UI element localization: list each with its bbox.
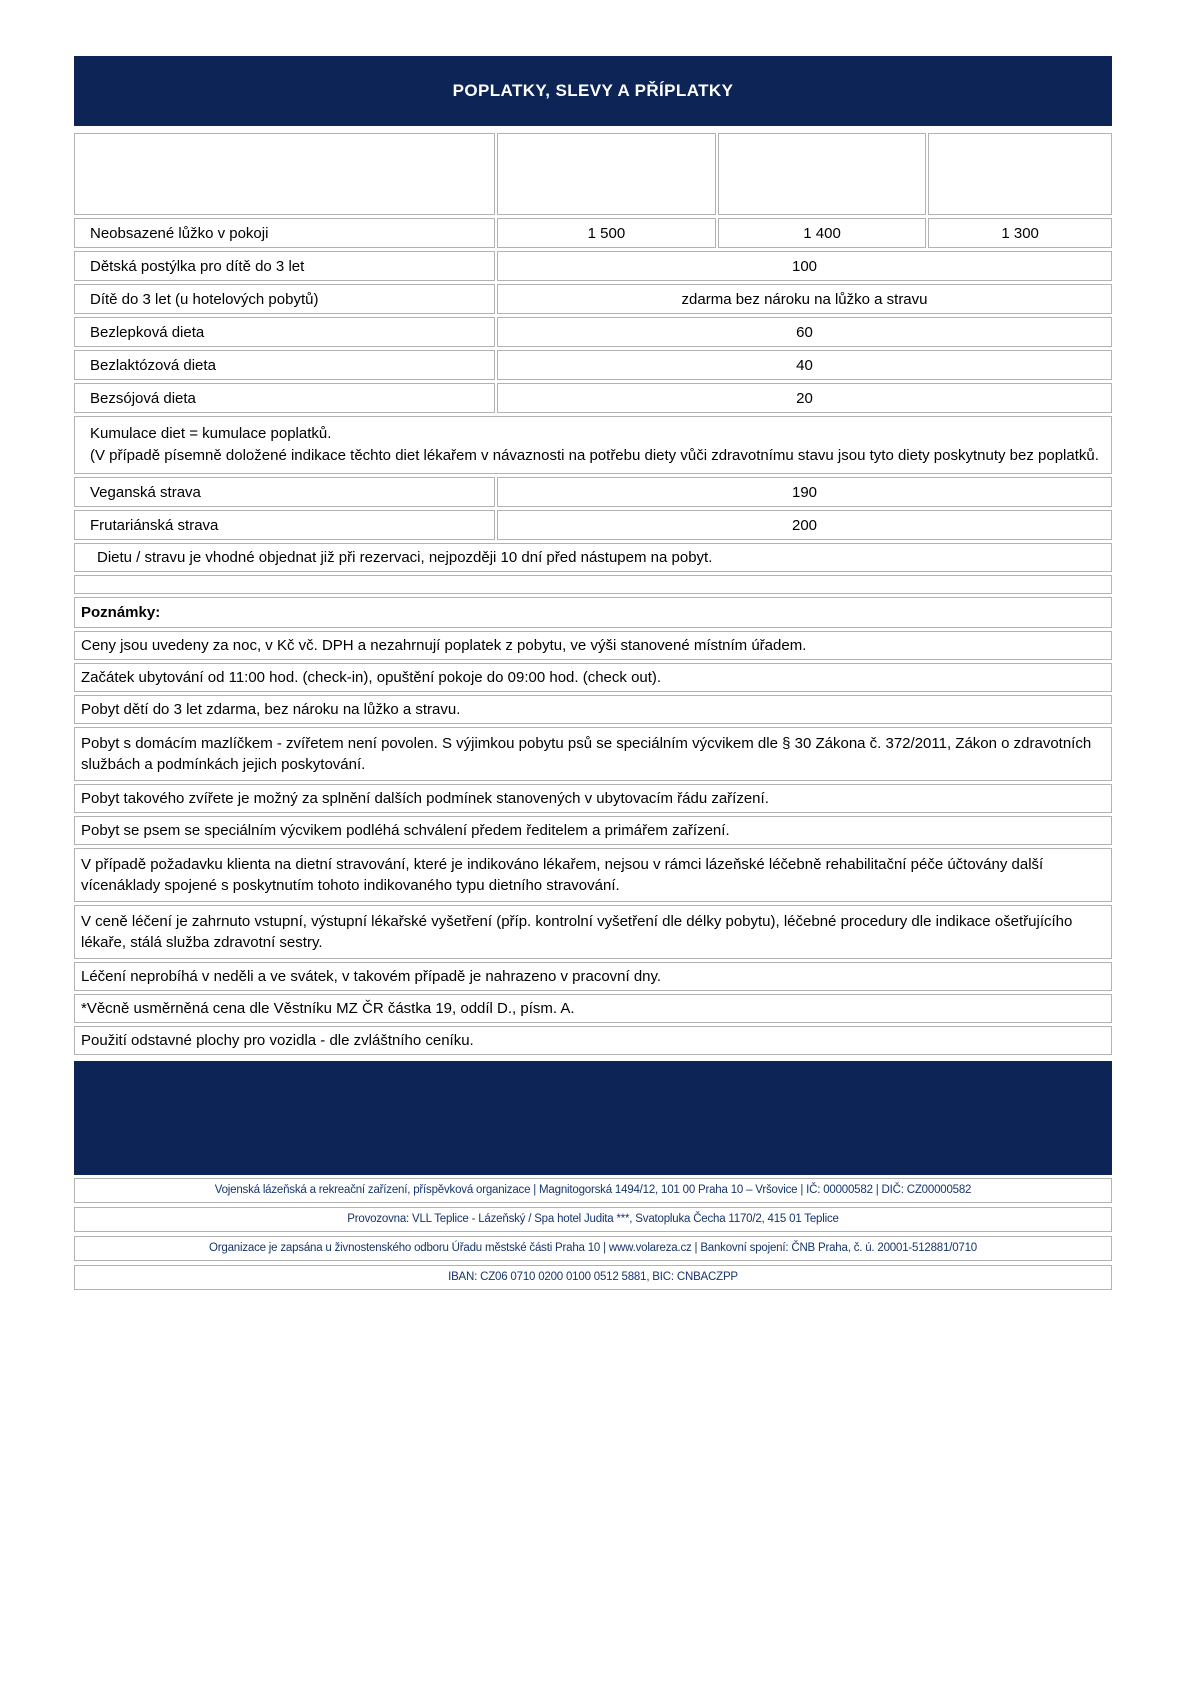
- note-row-treatment-includes: V ceně léčení je zahrnuto vstupní, výstupní lékařské vyšetření (příp. kontrolní vyšetření dle délky pobytu), léčebné procedury dle indikace ošetřujícího lékaře, stálá služba zdravotní sestry.: [74, 905, 1112, 959]
- row-label-soy-free: Bezsójová dieta: [74, 383, 495, 413]
- diet-accumulation-line-2: (V případě písemně doložené indikace těchto diet lékařem v návaznosti na potřebu diety vůči zdravotnímu stavu jsou tyto diety poskytnuty bez poplatků.: [90, 447, 1099, 464]
- row-label-gluten-free: Bezlepková dieta: [74, 317, 495, 347]
- note-row-pets-not-allowed: Pobyt s domácím mazlíčkem - zvířetem není povolen. S výjimkou pobytu psů se speciálním výcvikem dle § 30 Zákona č. 372/2011, Zákon o zdravotních službách a podmínkách jejich poskytování.: [74, 727, 1112, 781]
- price-value: 1 400: [718, 218, 926, 248]
- note-row-parking-area: Použití odstavné plochy pro vozidla - dle zvláštního ceníku.: [74, 1026, 1112, 1055]
- price-value: 190: [497, 477, 1112, 507]
- footer-line-iban-bic: IBAN: CZ06 0710 0200 0100 0512 5881, BIC: CNBACZPP: [74, 1265, 1112, 1290]
- note-row-diet-no-extra-cost: V případě požadavku klienta na dietní stravování, které je indikováno lékařem, nejsou v rámci lázeňské léčebně rehabilitační péče účtovány další vícenáklady spojené s poskytnutím tohoto indikovaného typu dietního stravování.: [74, 848, 1112, 902]
- price-value: 60: [497, 317, 1112, 347]
- price-value: 200: [497, 510, 1112, 540]
- empty-spacer-row: [74, 575, 1112, 594]
- diet-accumulation-line-1: Kumulace diet = kumulace poplatků.: [90, 425, 332, 442]
- notes-heading: Poznámky:: [74, 597, 1112, 628]
- note-row-trained-dog-approval: Pobyt se psem se speciálním výcvikem podléhá schválení předem ředitelem a primářem zařízení.: [74, 816, 1112, 845]
- note-row-prices-per-night: Ceny jsou uvedeny za noc, v Kč vč. DPH a nezahrnují poplatek z pobytu, ve výši stanovené místním úřadem.: [74, 631, 1112, 660]
- price-value: 1 500: [497, 218, 716, 248]
- row-label-unoccupied-bed: Neobsazené lůžko v pokoji: [74, 218, 495, 248]
- row-label-lactose-free: Bezlaktózová dieta: [74, 350, 495, 380]
- table-row: [74, 510, 1112, 540]
- title-bar: [74, 56, 1112, 126]
- season-1-line-1: 31.08. - 27.09.2026: [541, 154, 672, 171]
- table-row: [74, 317, 1112, 347]
- price-value: zdarma bez nároku na lůžko a stravu: [497, 284, 1112, 314]
- price-table: [72, 130, 1114, 575]
- price-value: 1 300: [928, 218, 1112, 248]
- note-row-no-treatment-sundays: Léčení neprobíhá v neděli a ve svátek, v takovém případě je nahrazeno v pracovní dny.: [74, 962, 1112, 991]
- note-row-animal-conditions: Pobyt takového zvířete je možný za splnění dalších podmínek stanovených v ubytovacím řádu zařízení.: [74, 784, 1112, 813]
- table-row: [74, 218, 1112, 248]
- price-value: 100: [497, 251, 1112, 281]
- note-row-children-free: Pobyt dětí do 3 let zdarma, bez nároku na lůžko a stravu.: [74, 695, 1112, 724]
- decorative-navy-block: [74, 1061, 1112, 1175]
- table-row: [74, 543, 1112, 572]
- note-row-check-in-out: Začátek ubytování od 11:00 hod. (check-in), opuštění pokoje do 09:00 hod. (check out).: [74, 663, 1112, 692]
- season-3-line-1: 09.11. - 26.12.2026: [955, 165, 1085, 183]
- table-row: [74, 416, 1112, 474]
- row-label-fruitarian: Frutariánská strava: [74, 510, 495, 540]
- season-1-line-2: 27.12.2026 - 02.01.2027: [524, 177, 689, 194]
- footer-line-establishment: Provozovna: VLL Teplice - Lázeňský / Spa hotel Judita ***, Svatopluka Čecha 1170/2, 415 01 Teplice: [74, 1207, 1112, 1232]
- season-2-line-1: 28.09. - 08.11.2026: [757, 165, 887, 183]
- table-row: [74, 284, 1112, 314]
- row-label-vegan: Veganská strava: [74, 477, 495, 507]
- header-empty-cell: [74, 133, 495, 215]
- note-row-regulated-price: *Věcně usměrněná cena dle Věstníku MZ ČR částka 19, oddíl D., písm. A.: [74, 994, 1112, 1023]
- table-row: [74, 350, 1112, 380]
- price-value: 40: [497, 350, 1112, 380]
- table-row: [74, 383, 1112, 413]
- diet-order-note: Dietu / stravu je vhodné objednat již při rezervaci, nejpozději 10 dní před nástupem na pobyt.: [74, 543, 1112, 572]
- table-row: [74, 477, 1112, 507]
- season-column-3: [928, 133, 1112, 215]
- footer-line-organization: Vojenská lázeňská a rekreační zařízení, příspěvková organizace | Magnitogorská 1494/12, 101 00 Praha 10 – Vršovice | IČ: 00000582 | DIČ: CZ00000582: [74, 1178, 1112, 1203]
- season-header-row: [74, 133, 1112, 215]
- season-column-1: [497, 133, 716, 215]
- page-title: POPLATKY, SLEVY A PŘÍPLATKY: [452, 81, 734, 100]
- row-label-baby-cot: Dětská postýlka pro dítě do 3 let: [74, 251, 495, 281]
- price-value: 20: [497, 383, 1112, 413]
- diet-accumulation-note: [74, 416, 1112, 474]
- row-label-child-under-3: Dítě do 3 let (u hotelových pobytů): [74, 284, 495, 314]
- season-column-2: [718, 133, 926, 215]
- footer-line-registration-bank: Organizace je zapsána u živnostenského odboru Úřadu městské části Praha 10 | www.volareza.cz | Bankovní spojení: ČNB Praha, č. ú. 20001-512881/0710: [74, 1236, 1112, 1261]
- price-list-document: [72, 56, 1114, 1294]
- table-row: [74, 251, 1112, 281]
